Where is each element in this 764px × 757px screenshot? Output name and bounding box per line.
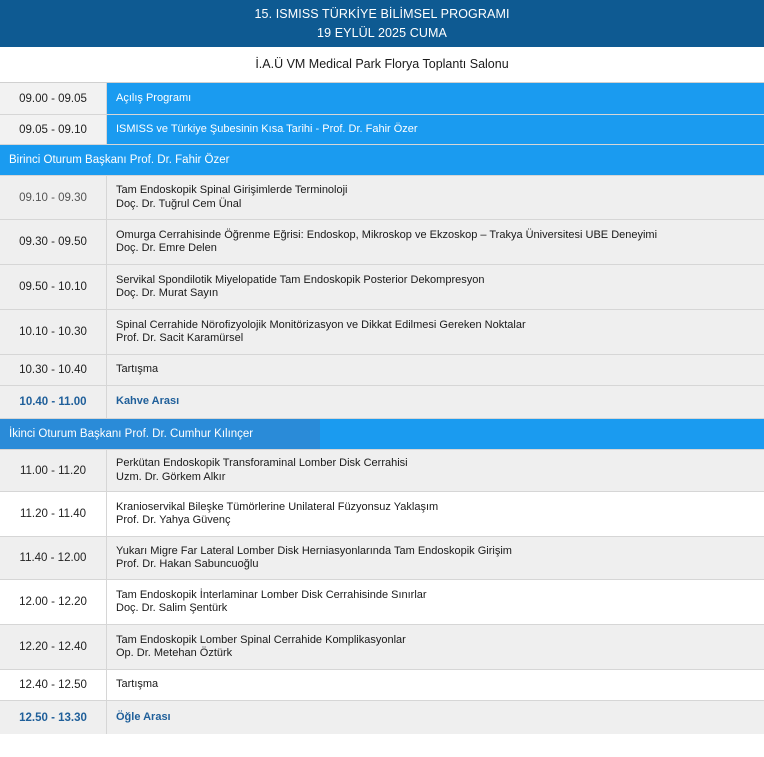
- schedule-row: [0, 83, 764, 115]
- program-title: 15. ISMISS TÜRKİYE BİLİMSEL PROGRAMI: [254, 7, 510, 21]
- talk-cell: [107, 355, 764, 385]
- schedule-row: [0, 115, 764, 145]
- program-date: 19 EYLÜL 2025 CUMA: [317, 26, 447, 40]
- schedule-row: [0, 450, 764, 492]
- talk-title: Tam Endoskopik Spinal Girişimlerde Terminoloji: [116, 184, 348, 196]
- session-1-header: Birinci Oturum Başkanı Prof. Dr. Fahir Özer: [0, 145, 764, 176]
- talk-speaker: Op. Dr. Metehan Öztürk: [116, 647, 233, 659]
- schedule-row: [0, 176, 764, 220]
- talk-speaker: Prof. Dr. Hakan Sabuncuoğlu: [116, 558, 259, 570]
- talk-speaker: Doç. Dr. Salim Şentürk: [116, 602, 228, 614]
- talk-title: Servikal Spondilotik Miyelopatide Tam Endoskopik Posterior Dekompresyon: [116, 273, 485, 286]
- talk-speaker: Uzm. Dr. Görkem Alkır: [116, 470, 226, 483]
- break-title: Öğle Arası: [116, 710, 171, 723]
- talk-title: Açılış Programı: [116, 91, 192, 104]
- time-cell: 09.50 - 10.10: [0, 265, 107, 309]
- session-2-header: İkinci Oturum Başkanı Prof. Dr. Cumhur Kılınçer: [0, 419, 764, 450]
- schedule-row: [0, 265, 764, 310]
- talk-cell: [107, 537, 764, 579]
- time-cell: 09.05 - 09.10: [0, 115, 107, 144]
- time-cell: 12.40 - 12.50: [0, 670, 107, 700]
- talk-title: Omurga Cerrahisinde Öğrenme Eğrisi: Endoskop, Mikroskop ve Ekzoskop – Trakya Üniversitesi UBE Deneyimi: [116, 228, 658, 241]
- time-cell: 11.40 - 12.00: [0, 537, 107, 579]
- talk-title: Tartışma: [116, 678, 159, 691]
- talk-cell: [107, 220, 764, 264]
- time-cell: 09.30 - 09.50: [0, 220, 107, 264]
- talk-title: Kranioservikal Bileşke Tümörlerine Unilateral Füzyonsuz Yaklaşım: [116, 500, 439, 513]
- talk-cell: [107, 450, 764, 491]
- schedule-row: [0, 220, 764, 265]
- venue-label: İ.A.Ü VM Medical Park Florya Toplantı Salonu: [0, 47, 764, 83]
- talk-cell: [107, 115, 764, 144]
- time-cell: 09.10 - 09.30: [0, 176, 107, 219]
- time-cell: 11.00 - 11.20: [0, 450, 107, 491]
- time-cell: 10.30 - 10.40: [0, 355, 107, 385]
- break-row: [0, 701, 764, 734]
- talk-speaker: Prof. Dr. Yahya Güvenç: [116, 514, 231, 526]
- talk-cell: [107, 670, 764, 700]
- talk-title: Tartışma: [116, 363, 159, 376]
- time-cell: 10.10 - 10.30: [0, 310, 107, 354]
- break-row: [0, 386, 764, 419]
- talk-title: Tam Endoskopik Lomber Spinal Cerrahide Komplikasyonlar: [116, 633, 406, 646]
- talk-title: Perkütan Endoskopik Transforaminal Lomber Disk Cerrahisi: [116, 457, 408, 469]
- talk-cell: [107, 492, 764, 536]
- schedule-row: [0, 625, 764, 670]
- talk-speaker: Doç. Dr. Murat Sayın: [116, 287, 219, 299]
- talk-cell: [107, 580, 764, 624]
- time-cell: 11.20 - 11.40: [0, 492, 107, 536]
- talk-cell: [107, 310, 764, 354]
- talk-title: ISMISS ve Türkiye Şubesinin Kısa Tarihi - Prof. Dr. Fahir Özer: [116, 122, 418, 135]
- talk-title: Spinal Cerrahide Nörofizyolojik Monitörizasyon ve Dikkat Edilmesi Gereken Noktalar: [116, 318, 526, 331]
- talk-cell: [107, 701, 764, 734]
- schedule-row: [0, 492, 764, 537]
- program-header: [0, 0, 764, 47]
- talk-speaker: Prof. Dr. Sacit Karamürsel: [116, 332, 244, 344]
- time-cell: 10.40 - 11.00: [0, 386, 107, 418]
- schedule-row: [0, 580, 764, 625]
- schedule-row: [0, 670, 764, 701]
- talk-cell: [107, 83, 764, 114]
- time-cell: 09.00 - 09.05: [0, 83, 107, 114]
- talk-cell: [107, 625, 764, 669]
- talk-cell: [107, 265, 764, 309]
- talk-cell: [107, 176, 764, 219]
- talk-title: Yukarı Migre Far Lateral Lomber Disk Herniasyonlarında Tam Endoskopik Girişim: [116, 544, 512, 557]
- schedule-row: [0, 355, 764, 386]
- break-title: Kahve Arası: [116, 395, 180, 408]
- time-cell: 12.20 - 12.40: [0, 625, 107, 669]
- schedule-row: [0, 310, 764, 355]
- time-cell: 12.00 - 12.20: [0, 580, 107, 624]
- talk-title: Tam Endoskopik İnterlaminar Lomber Disk Cerrahisinde Sınırlar: [116, 588, 427, 601]
- talk-speaker: Doç. Dr. Emre Delen: [116, 242, 217, 254]
- talk-speaker: Doç. Dr. Tuğrul Cem Ünal: [116, 197, 242, 210]
- time-cell: 12.50 - 13.30: [0, 701, 107, 734]
- talk-cell: [107, 386, 764, 418]
- schedule-row: [0, 537, 764, 580]
